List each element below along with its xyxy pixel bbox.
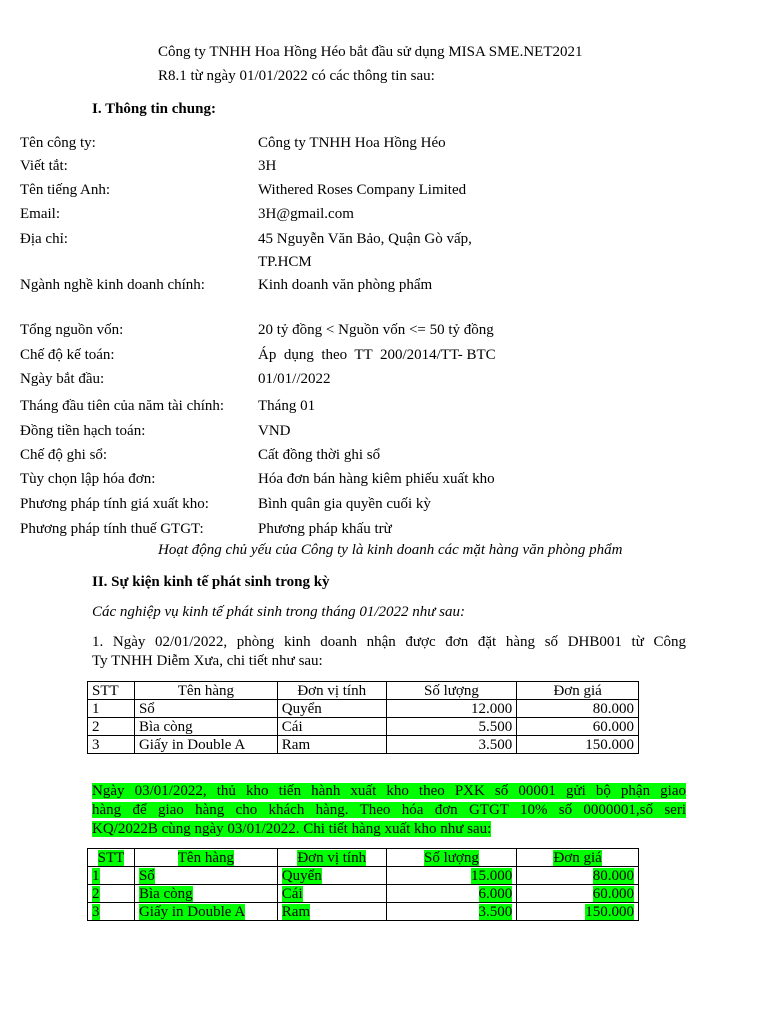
table-row bbox=[88, 885, 639, 903]
info-value-address-city: TP.HCM bbox=[258, 254, 312, 270]
info-label-abbrev: Viết tắt: bbox=[20, 158, 68, 174]
info-value-abbrev: 3H bbox=[258, 158, 277, 174]
info-value-address: 45 Nguyễn Văn Bảo, Quận Gò vấp, bbox=[258, 231, 472, 247]
item-2-line-1-text: Ngày 03/01/2022, thủ kho tiến hành xuất kho theo PXK số 00001 gửi bộ phận giao bbox=[92, 783, 686, 799]
table-cell-stt: 1 bbox=[92, 867, 100, 884]
intro-line-2: R8.1 từ ngày 01/01/2022 có các thông tin sau: bbox=[158, 68, 435, 84]
table-cell-price: 60.000 bbox=[592, 885, 634, 902]
table-header-stt: STT bbox=[97, 849, 125, 866]
info-label-invoice-option: Tùy chọn lập hóa đơn: bbox=[20, 471, 156, 487]
table-header-item: Tên hàng bbox=[177, 849, 234, 866]
table-cell-price: 80.000 bbox=[592, 867, 634, 884]
info-label-costing-method: Phương pháp tính giá xuất kho: bbox=[20, 496, 209, 512]
section-2-heading: II. Sự kiện kinh tế phát sinh trong kỳ bbox=[92, 574, 330, 590]
table-header-stt: STT bbox=[88, 682, 135, 700]
table-cell-unit: Quyển bbox=[281, 867, 322, 884]
info-label-email: Email: bbox=[20, 206, 60, 222]
info-label-fiscal-month: Tháng đầu tiên của năm tài chính: bbox=[20, 398, 225, 414]
table-cell-stt: 3 bbox=[92, 903, 100, 920]
intro-line-1: Công ty TNHH Hoa Hồng Héo bắt đầu sử dụng MISA SME.NET2021 bbox=[158, 44, 583, 60]
export-table bbox=[87, 848, 639, 921]
table-cell-price: 80.000 bbox=[517, 700, 639, 718]
table-row bbox=[88, 718, 639, 736]
table-cell-item: Sổ bbox=[134, 700, 277, 718]
table-header-row bbox=[88, 849, 639, 867]
table-row bbox=[88, 867, 639, 885]
table-cell-item: Sổ bbox=[138, 867, 155, 884]
section-2-subtitle: Các nghiệp vụ kinh tế phát sinh trong tháng 01/2022 như sau: bbox=[92, 604, 466, 620]
info-value-posting-mode: Cất đồng thời ghi sổ bbox=[258, 447, 381, 463]
table-cell-unit: Cái bbox=[281, 885, 303, 902]
table-cell-stt: 3 bbox=[88, 736, 135, 754]
table-cell-item: Bìa còng bbox=[138, 885, 193, 902]
table-header-qty: Số lượng bbox=[386, 682, 517, 700]
table-cell-qty: 3.500 bbox=[386, 736, 517, 754]
info-value-accounting-regime: Áp dụng theo TT 200/2014/TT- BTC bbox=[258, 347, 496, 363]
table-cell-qty: 5.500 bbox=[386, 718, 517, 736]
main-activity-note: Hoạt động chủ yếu của Công ty là kinh doanh các mặt hàng văn phòng phẩm bbox=[158, 542, 623, 558]
item-2-line-3-text: KQ/2022B cùng ngày 03/01/2022. Chi tiết hàng xuất kho như sau: bbox=[92, 821, 492, 837]
table-cell-unit: Quyển bbox=[277, 700, 386, 718]
info-value-fiscal-month: Tháng 01 bbox=[258, 398, 316, 414]
info-label-vat-method: Phương pháp tính thuế GTGT: bbox=[20, 521, 204, 537]
order-table bbox=[87, 681, 639, 754]
info-label-company: Tên công ty: bbox=[20, 135, 96, 151]
table-cell-unit: Cái bbox=[277, 718, 386, 736]
table-header-row bbox=[88, 682, 639, 700]
table-row bbox=[88, 736, 639, 754]
info-label-currency: Đồng tiền hạch toán: bbox=[20, 423, 146, 439]
table-header-unit: Đơn vị tính bbox=[297, 849, 367, 866]
table-header-item: Tên hàng bbox=[134, 682, 277, 700]
info-label-english-name: Tên tiếng Anh: bbox=[20, 182, 110, 198]
section-1-heading: I. Thông tin chung: bbox=[92, 101, 216, 117]
item-2-line-3 bbox=[92, 820, 491, 838]
info-label-posting-mode: Chế độ ghi sổ: bbox=[20, 447, 108, 463]
item-2-line-1 bbox=[92, 782, 686, 800]
table-header-price: Đơn giá bbox=[517, 682, 639, 700]
item-2-line-2-text: hàng để giao hàng cho khách hàng. Theo hóa đơn GTGT 10% số 0000001,số seri bbox=[92, 802, 686, 818]
info-value-capital: 20 tỷ đồng < Nguồn vốn <= 50 tỷ đồng bbox=[258, 322, 494, 338]
info-label-capital: Tổng nguồn vốn: bbox=[20, 322, 124, 338]
table-cell-qty: 6.000 bbox=[478, 885, 513, 902]
info-value-vat-method: Phương pháp khấu trừ bbox=[258, 521, 392, 537]
info-label-start-date: Ngày bắt đầu: bbox=[20, 371, 105, 387]
info-value-company: Công ty TNHH Hoa Hồng Héo bbox=[258, 135, 446, 151]
table-cell-price: 60.000 bbox=[517, 718, 639, 736]
info-value-start-date: 01/01//2022 bbox=[258, 371, 331, 387]
table-cell-price: 150.000 bbox=[517, 736, 639, 754]
info-value-invoice-option: Hóa đơn bán hàng kiêm phiếu xuất kho bbox=[258, 471, 495, 487]
table-header-price: Đơn giá bbox=[553, 849, 602, 866]
table-header-qty: Số lượng bbox=[424, 849, 479, 866]
table-row bbox=[88, 903, 639, 921]
info-value-english-name: Withered Roses Company Limited bbox=[258, 182, 467, 198]
table-header-unit: Đơn vị tính bbox=[277, 682, 386, 700]
item-1-line-1: 1. Ngày 02/01/2022, phòng kinh doanh nhận được đơn đặt hàng số DHB001 từ Công bbox=[92, 634, 686, 650]
info-value-costing-method: Bình quân gia quyền cuối kỳ bbox=[258, 496, 431, 512]
info-label-business: Ngành nghề kinh doanh chính: bbox=[20, 277, 205, 293]
table-cell-item: Bìa còng bbox=[134, 718, 277, 736]
table-cell-qty: 15.000 bbox=[471, 867, 513, 884]
info-label-accounting-regime: Chế độ kế toán: bbox=[20, 347, 115, 363]
table-cell-unit: Ram bbox=[281, 903, 311, 920]
info-value-currency: VND bbox=[258, 423, 291, 439]
table-cell-unit: Ram bbox=[277, 736, 386, 754]
table-cell-stt: 1 bbox=[88, 700, 135, 718]
table-cell-price: 150.000 bbox=[585, 903, 634, 920]
table-cell-qty: 3.500 bbox=[478, 903, 513, 920]
table-cell-stt: 2 bbox=[88, 718, 135, 736]
info-value-business: Kinh doanh văn phòng phẩm bbox=[258, 277, 433, 293]
table-cell-qty: 12.000 bbox=[386, 700, 517, 718]
info-label-address: Địa chỉ: bbox=[20, 231, 68, 247]
info-value-email: 3H@gmail.com bbox=[258, 206, 354, 222]
table-cell-stt: 2 bbox=[92, 885, 100, 902]
table-row bbox=[88, 700, 639, 718]
table-cell-item: Giấy in Double A bbox=[138, 903, 246, 920]
table-cell-item: Giấy in Double A bbox=[134, 736, 277, 754]
item-2-line-2 bbox=[92, 801, 686, 819]
item-1-line-2: Ty TNHH Diễm Xưa, chi tiết như sau: bbox=[92, 653, 323, 669]
